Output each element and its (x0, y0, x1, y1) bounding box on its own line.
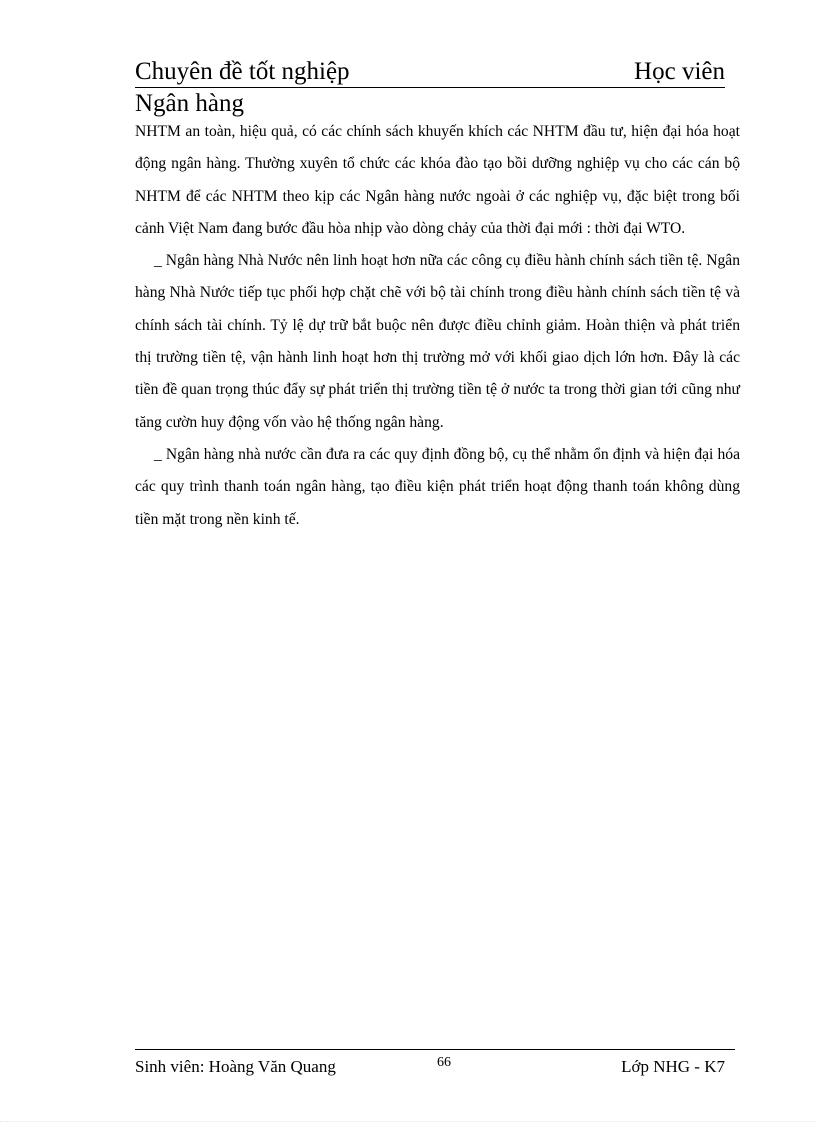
paragraph-1: NHTM an toàn, hiệu quả, có các chính sách khuyến khích các NHTM đầu tư, hiện đại hóa hoạt động ngân hàng. Thường xuyên tổ chức các khóa đào tạo bồi dưỡng nghiệp vụ cho các cán bộ NHTM để các NHTM theo kịp các Ngân hàng nước ngoài ở các nghiệp vụ, đặc biệt trong bối cảnh Việt Nam đang bước đầu hòa nhịp vào dòng chảy của thời đại mới : thời đại WTO. (135, 123, 740, 237)
footer-student: Sinh viên: Hoàng Văn Quang (135, 1057, 336, 1076)
body-text (135, 116, 740, 536)
bottom-dotted-edge (0, 1121, 816, 1122)
footer-class: Lớp NHG - K7 (621, 1057, 725, 1076)
footer-divider (135, 1049, 735, 1050)
footer-page-number: 66 (437, 1055, 451, 1070)
header-title-row (135, 56, 725, 88)
page-footer (135, 1053, 725, 1077)
paragraph-3: _ Ngân hàng nhà nước cần đưa ra các quy định đồng bộ, cụ thể nhằm ổn định và hiện đại hóa các quy trình thanh toán ngân hàng, tạo điều kiện phát triển hoạt động thanh toán không dùng tiền mặt trong nền kinh tế. (135, 445, 740, 528)
header-left-title: Chuyên đề tốt nghiệp (135, 58, 350, 85)
header-second-line: Ngân hàng (135, 90, 244, 117)
header-right-title: Học viên (634, 58, 725, 85)
page-header (135, 56, 725, 119)
paragraph-2: _ Ngân hàng Nhà Nước nên linh hoạt hơn nữa các công cụ điều hành chính sách tiền tệ. Ngân hàng Nhà Nước tiếp tục phối hợp chặt chẽ với bộ tài chính trong điều hành chính sách tiền tệ và chính sách tài chính. Tỷ lệ dự trữ bắt buộc nên được điều chỉnh giảm. Hoàn thiện và phát triển thị trường tiền tệ, vận hành linh hoạt hơn thị trường mở với khối giao dịch lớn hơn. Đây là các tiền đề quan trọng thúc đẩy sự phát triển thị trường tiền tệ ở nước ta trong thời gian tới cũng như tăng cườn huy động vốn vào hệ thống ngân hàng. (135, 252, 740, 431)
